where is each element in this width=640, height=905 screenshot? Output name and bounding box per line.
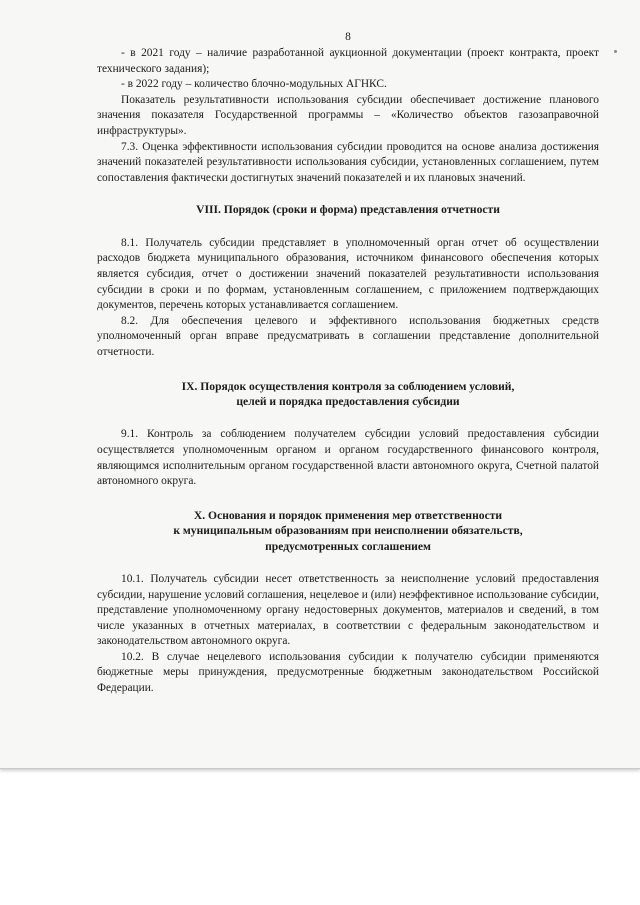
paragraph-8-2: 8.2. Для обеспечения целевого и эффективного использования бюджетных средств уполномоченный орган вправе предусматривать в соглашении представление дополнительной отчетности.	[97, 314, 599, 358]
section-9-heading-line2: целей и порядка предоставления субсидии	[236, 394, 460, 408]
paragraph-indicator: Показатель результативности использования субсидии обеспечивает достижение планового значения показателя Государственной программы – «Количество объектов газозаправочной инфраструктуры».	[97, 93, 599, 137]
paragraph-10-2: 10.2. В случае нецелевого использования субсидии к получателю субсидии применяются бюджетные меры принуждения, предусмотренные бюджетным законодательством Российской Федерации.	[97, 650, 599, 695]
section-9-heading-line1: IX. Порядок осуществления контроля за соблюдением условий,	[181, 379, 515, 393]
paragraph-2021: - в 2021 году – наличие разработанной аукционной документации (проект контракта, проект технического задания);	[97, 47, 599, 75]
paragraph-8-1: 8.1. Получатель субсидии представляет в уполномоченный орган отчет об осуществлении расходов бюджета муниципального образования, источником финансового обеспечения которых является субсидия, отчет о достижении значений показателей результативности использования субсидии в сроки и по формам, установленным соглашением, с приложением подтверждающих документов, перечень которых устанавливается соглашением.	[97, 236, 599, 312]
section-10-heading-line1: X. Основания и порядок применения мер ответственности	[193, 508, 503, 522]
page-number: 8	[345, 31, 351, 43]
section-8-heading: VIII. Порядок (сроки и форма) представления отчетности	[196, 203, 500, 217]
section-10-heading	[97, 508, 599, 554]
document-body	[97, 46, 599, 697]
section-10-heading-line2: к муниципальным образованиям при неисполнении обязательств,	[173, 524, 523, 538]
section-9-heading	[97, 379, 599, 410]
paragraph-2022: - в 2022 году – количество блочно-модульных АГНКС.	[121, 78, 387, 91]
paragraph-7-3: 7.3. Оценка эффективности использования субсидии проводится на основе анализа достижения значений показателей результативности использования субсидии, установленных соглашением, путем сопоставления фактически достигнутых значений показателей и их плановых значений.	[97, 140, 599, 184]
section-10-heading-line3: предусмотренных соглашением	[265, 539, 431, 553]
scan-speck	[614, 50, 617, 53]
paragraph-10-1: 10.1. Получатель субсидии несет ответственность за неисполнение условий предоставления субсидии, нарушение условий соглашения, нецелевое и (или) неэффективное использование субсидии, представление уполномоченному органу недостоверных документов, материалов и сведений, в том числе указанных в отчетных материалах, в соответствии с федеральным законодательством и законодательством автономного округа.	[97, 572, 599, 648]
paragraph-9-1: 9.1. Контроль за соблюдением получателем субсидии условий предоставления субсидии осуществляется уполномоченным органом и органом государственного финансового контроля, являющимся исполнительным органом государственной власти автономного округа, Счетной палатой автономного округа.	[97, 428, 599, 488]
